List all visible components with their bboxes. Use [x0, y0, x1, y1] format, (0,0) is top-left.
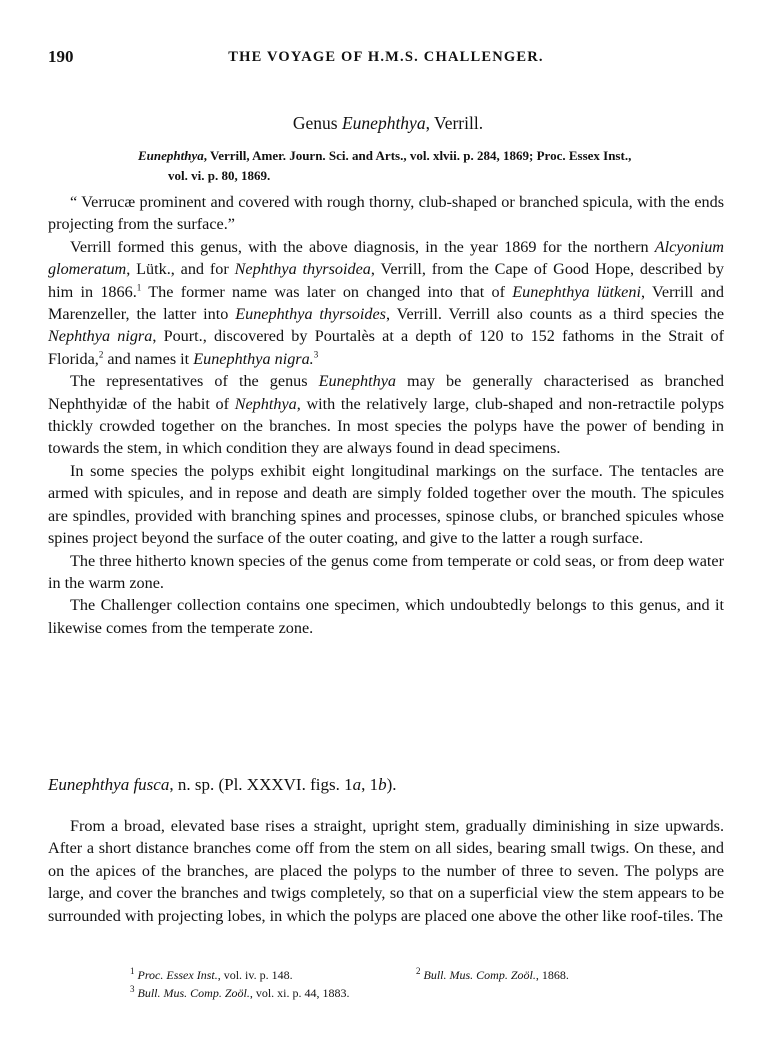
footnote-detail: , vol. iv. p. 148. [217, 968, 293, 982]
species-name: Alcyonium glomeratum [48, 237, 724, 279]
footnote-number: 2 [416, 966, 421, 976]
species-heading-name: Eunephthya fusca [48, 775, 170, 794]
paragraph-characterisation [48, 370, 724, 460]
text-run: , Verrill and Marenzeller, the latter into [48, 282, 724, 324]
page-number: 190 [48, 47, 74, 66]
footnote-marker: 2 [98, 349, 104, 360]
text-run: , Lütk., and for [126, 260, 235, 279]
text-run: , Verrill. Verrill also counts as a third species the [385, 305, 724, 324]
synonymy-reference [138, 146, 728, 186]
text-run: , with the relatively large, club-shaped and non-retractile polyps thickly crowded together on the branches. In most species the polyps have the power of bending in towards the stem, in which condition they are always found in dead specimens. [48, 394, 724, 458]
figure-letter: b [378, 775, 387, 794]
species-name: Nephthya nigra [48, 327, 153, 346]
text-run: ). [386, 775, 397, 794]
footnote-source: Bull. Mus. Comp. Zoöl. [423, 968, 536, 982]
species-description [48, 815, 724, 927]
footnotes [48, 966, 724, 1002]
paragraph-history [48, 236, 724, 370]
footnote-3 [130, 984, 350, 1002]
species-name: Nephthya thyrsoidea [234, 260, 371, 279]
paragraph-distribution: The three hitherto known species of the genus come from temperate or cold seas, or from deep water in the warm zone. [48, 551, 724, 592]
text-run: , Verrill, from the Cape of Good Hope, described by him in 1866. [48, 260, 724, 301]
synonymy-line-2: vol. vi. p. 80, 1869. [168, 168, 271, 183]
species-name: Eunephthya thyrsoides [235, 305, 386, 324]
text-run: The representatives of the genus [70, 372, 319, 391]
figure-letter: a [352, 775, 362, 794]
paragraph-species-description: From a broad, elevated base rises a straight, upright stem, gradually diminishing in size upwards. After a short distance branches come off from the stem on all sides, bearing small twigs. On these, and on the apices of the branches, are placed the polyps to the number of three to seven. The polyps are large, and cover the branches and twigs completely, so that on a superficial view the stem appears to be surrounded with projecting lobes, in which the polyps are placed one above the other like roof-tiles. The [48, 817, 724, 925]
synonymy-genus-name: Eunephthya [138, 148, 204, 163]
footnote-source: Proc. Essex Inst. [137, 968, 218, 982]
paragraph-diagnosis: “ Verrucæ prominent and covered with rough thorny, club-shaped or branched spicula, with the ends projecting from the surface.” [48, 193, 724, 234]
genus-heading-suffix: , Verrill. [425, 113, 484, 133]
footnote-number: 3 [130, 984, 135, 994]
page-header [48, 47, 724, 71]
species-name: Eunephthya [318, 372, 396, 391]
text-run: and names it [103, 349, 194, 368]
footnote-marker: 3 [313, 349, 319, 360]
footnote-detail: , vol. xi. p. 44, 1883. [249, 986, 350, 1000]
text-run: may be generally characterised as branched Nephthyidæ of the habit of [48, 372, 724, 413]
paragraph-challenger: The Challenger collection contains one specimen, which undoubtedly belongs to this genus, and it likewise comes from the temperate zone. [48, 596, 724, 637]
footnote-row [48, 966, 724, 984]
text-run: , Pourt., discovered by Pourtalès at a depth of 120 to 152 fathoms in the Strait of Florida, [48, 327, 724, 368]
text-run: Verrill formed this genus, with the above diagnosis, in the year 1869 for the northern [70, 237, 655, 256]
text-run: , n. sp. (Pl. XXXVI. figs. 1 [169, 775, 353, 794]
genus-heading-prefix: Genus [292, 113, 342, 133]
genus-description [48, 191, 724, 639]
footnote-1 [130, 966, 293, 984]
species-name: Nephthya [234, 394, 297, 413]
footnote-2 [416, 966, 569, 984]
genus-name: Eunephthya [341, 113, 426, 133]
footnote-marker: 1 [136, 282, 142, 293]
genus-heading [0, 113, 776, 134]
synonymy-line-1: , Verrill, Amer. Journ. Sci. and Arts., vol. xlvii. p. 284, 1869; Proc. Essex Inst., [203, 148, 632, 163]
species-heading [48, 775, 397, 795]
footnote-row [48, 984, 724, 1002]
text-run: , 1 [361, 775, 379, 794]
species-name: Eunephthya lütkeni [512, 282, 641, 301]
footnote-detail: , 1868. [535, 968, 569, 982]
running-title: THE VOYAGE OF H.M.S. CHALLENGER. [228, 49, 544, 65]
text-run: The former name was later on changed into that of [141, 282, 513, 301]
paragraph-spicules: In some species the polyps exhibit eight longitudinal markings on the surface. The tentacles are armed with spicules, and in repose and death are simply folded together over the mouth. The spicules are spindles, provided with branching spines and processes, spinose clubs, or branched spicules whose spines project beyond the surface of the outer coating, and give to the latter a rough surface. [48, 461, 724, 548]
footnote-source: Bull. Mus. Comp. Zoöl. [137, 986, 250, 1000]
species-name: Eunephthya nigra. [193, 349, 314, 368]
footnote-number: 1 [130, 966, 135, 976]
